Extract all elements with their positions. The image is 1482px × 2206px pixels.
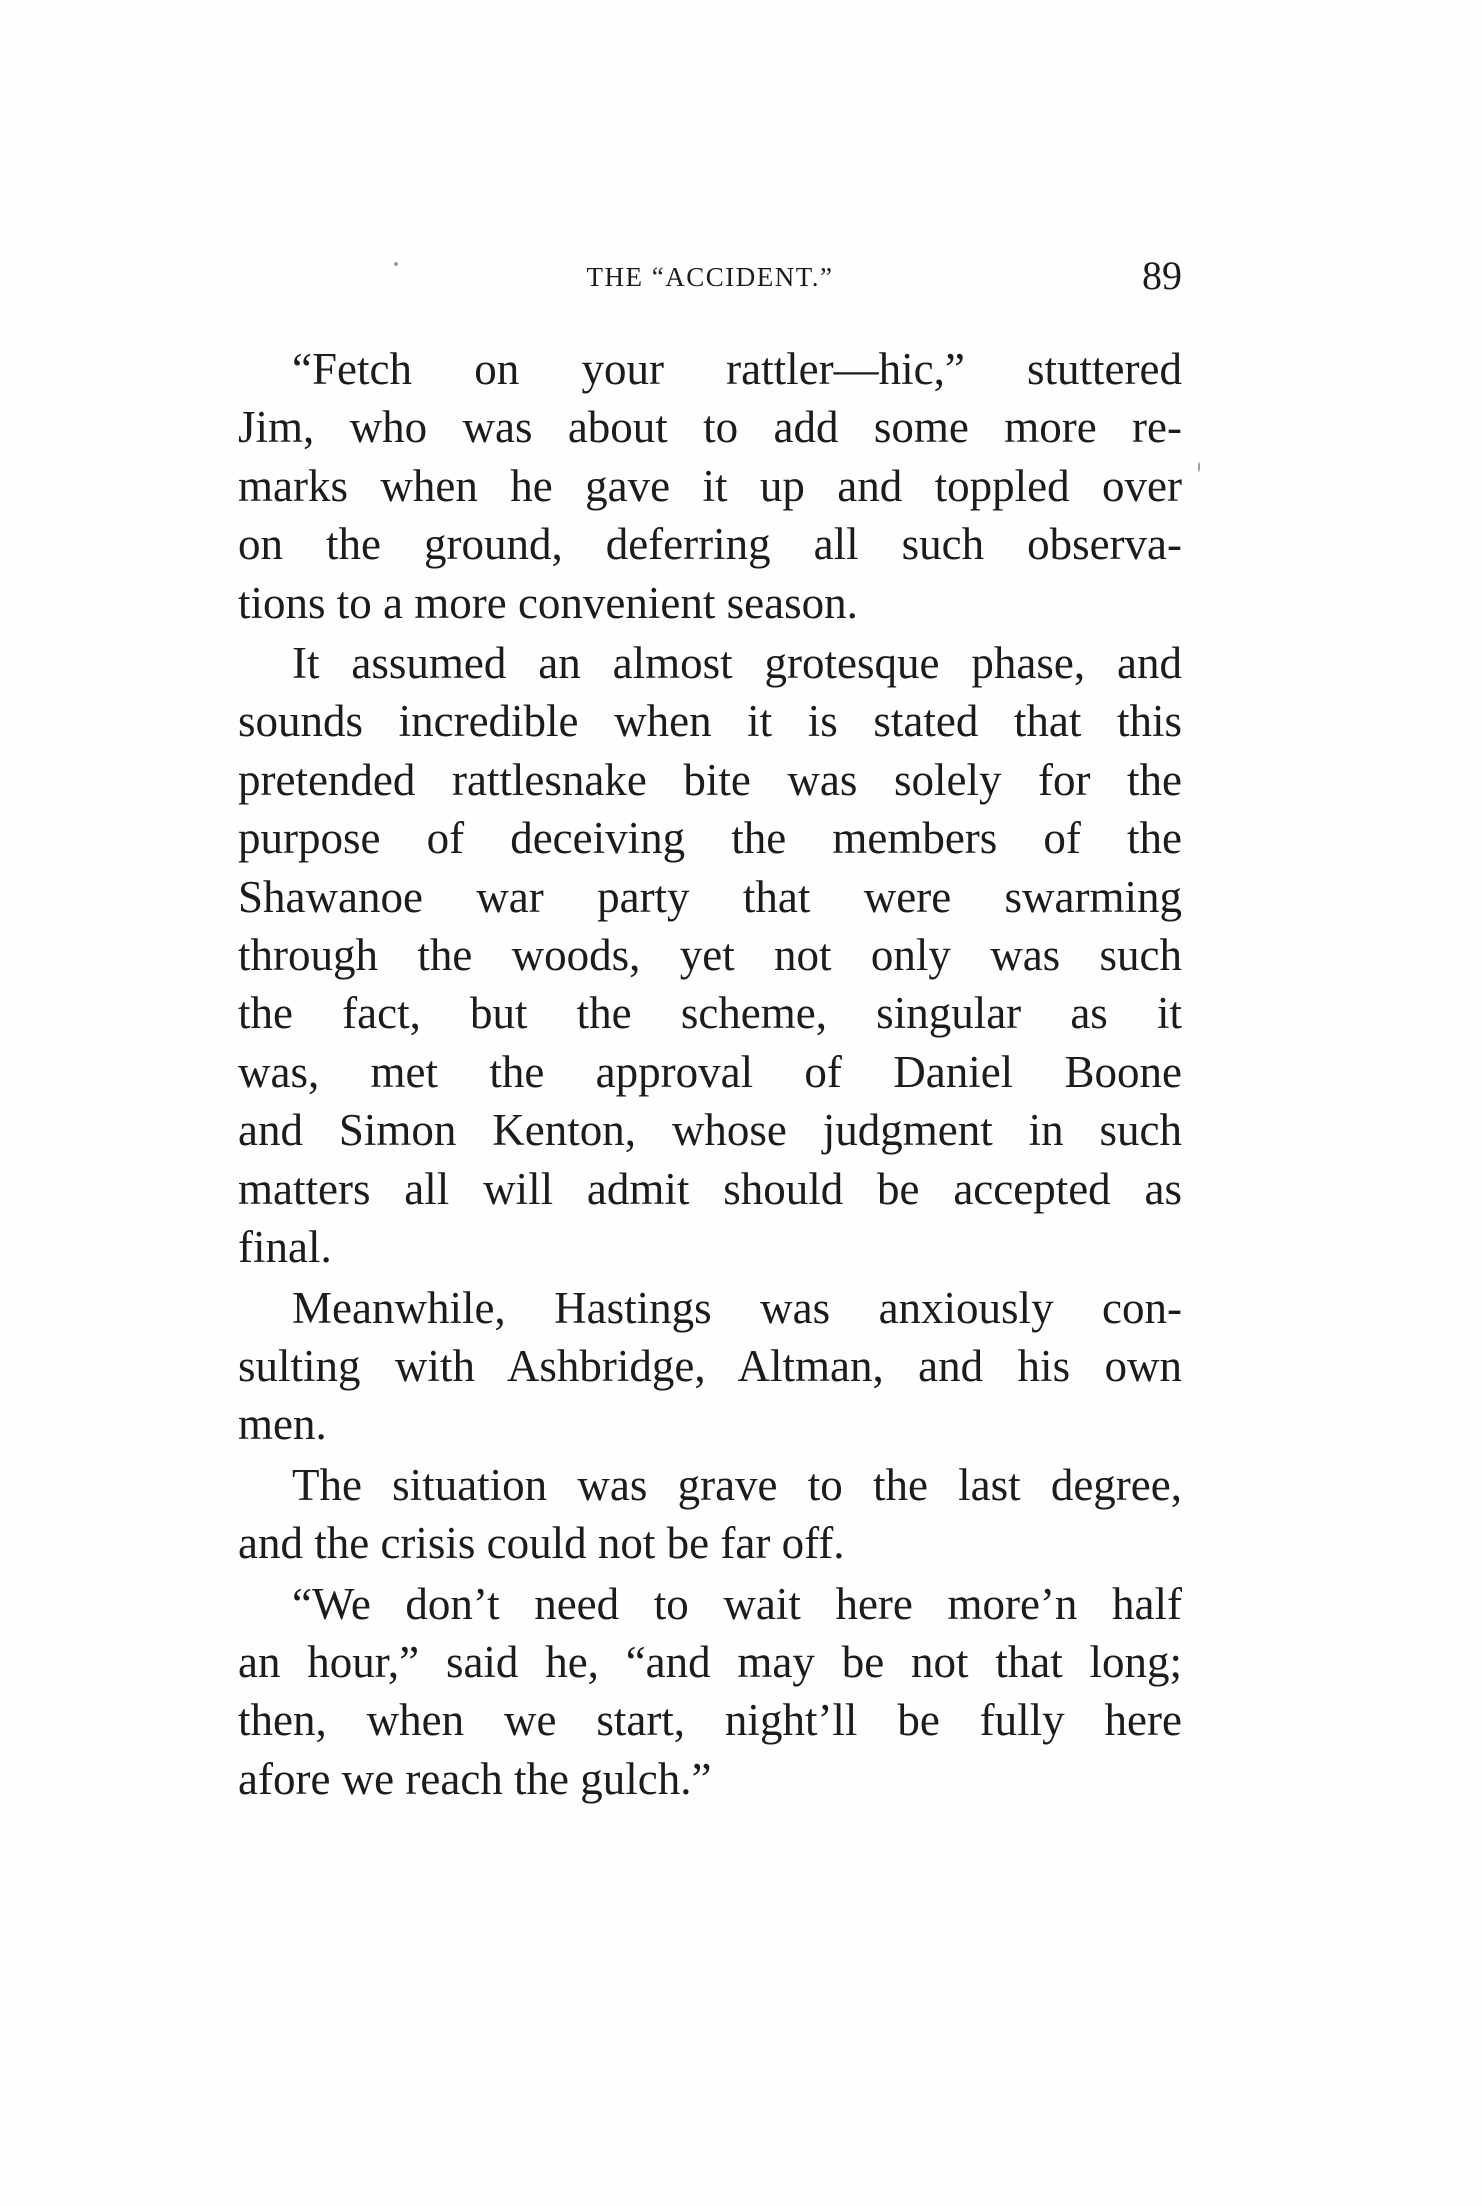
text-line: then, when we start, night’ll be fully here — [238, 1695, 1182, 1746]
running-title: THE “ACCIDENT.” — [586, 262, 834, 292]
text-line: the fact, but the scheme, singular as it — [238, 988, 1182, 1039]
text-line: Jim, who was about to add some more re- — [238, 402, 1182, 453]
paragraph — [238, 634, 1182, 1276]
text-line: purpose of deceiving the members of the — [238, 813, 1182, 864]
text-line: men. — [238, 1399, 327, 1450]
text-line: marks when he gave it up and toppled over — [238, 460, 1182, 511]
text-line: final. — [238, 1222, 332, 1273]
text-line: “Fetch on your rattler—hic,” stuttered — [292, 344, 1182, 394]
text-line: sounds incredible when it is stated that this — [238, 696, 1182, 747]
paragraph — [238, 1575, 1182, 1809]
text-line: It assumed an almost grotesque phase, and — [292, 638, 1182, 689]
text-line: was, met the approval of Daniel Boone — [238, 1046, 1182, 1097]
text-line: “We don’t need to wait here more’n half — [292, 1578, 1182, 1629]
print-speck — [1198, 462, 1200, 472]
text-line: and Simon Kenton, whose judgment in such — [238, 1105, 1182, 1156]
text-line: through the woods, yet not only was such — [238, 930, 1182, 981]
text-line: afore we reach the gulch.” — [238, 1753, 712, 1804]
text-line: an hour,” said he, “and may be not that long; — [238, 1636, 1182, 1687]
text-line: Shawanoe war party that were swarming — [238, 871, 1182, 922]
page-number: 89 — [1142, 253, 1182, 298]
text-line: Meanwhile, Hastings was anxiously con- — [292, 1282, 1182, 1333]
running-head — [238, 252, 1182, 298]
text-line: and the crisis could not be far off. — [238, 1518, 845, 1569]
body-text — [238, 340, 1182, 1810]
text-line: matters all will admit should be accepted as — [238, 1163, 1182, 1214]
text-line: The situation was grave to the last degree, — [292, 1459, 1182, 1510]
text-line: tions to a more convenient season. — [238, 577, 858, 628]
text-line: pretended rattlesnake bite was solely for the — [238, 754, 1182, 805]
paragraph — [238, 1279, 1182, 1454]
text-line: sulting with Ashbridge, Altman, and his own — [238, 1340, 1182, 1391]
paragraph — [238, 1456, 1182, 1573]
text-line: on the ground, deferring all such observa- — [238, 519, 1182, 570]
paragraph — [238, 340, 1182, 632]
